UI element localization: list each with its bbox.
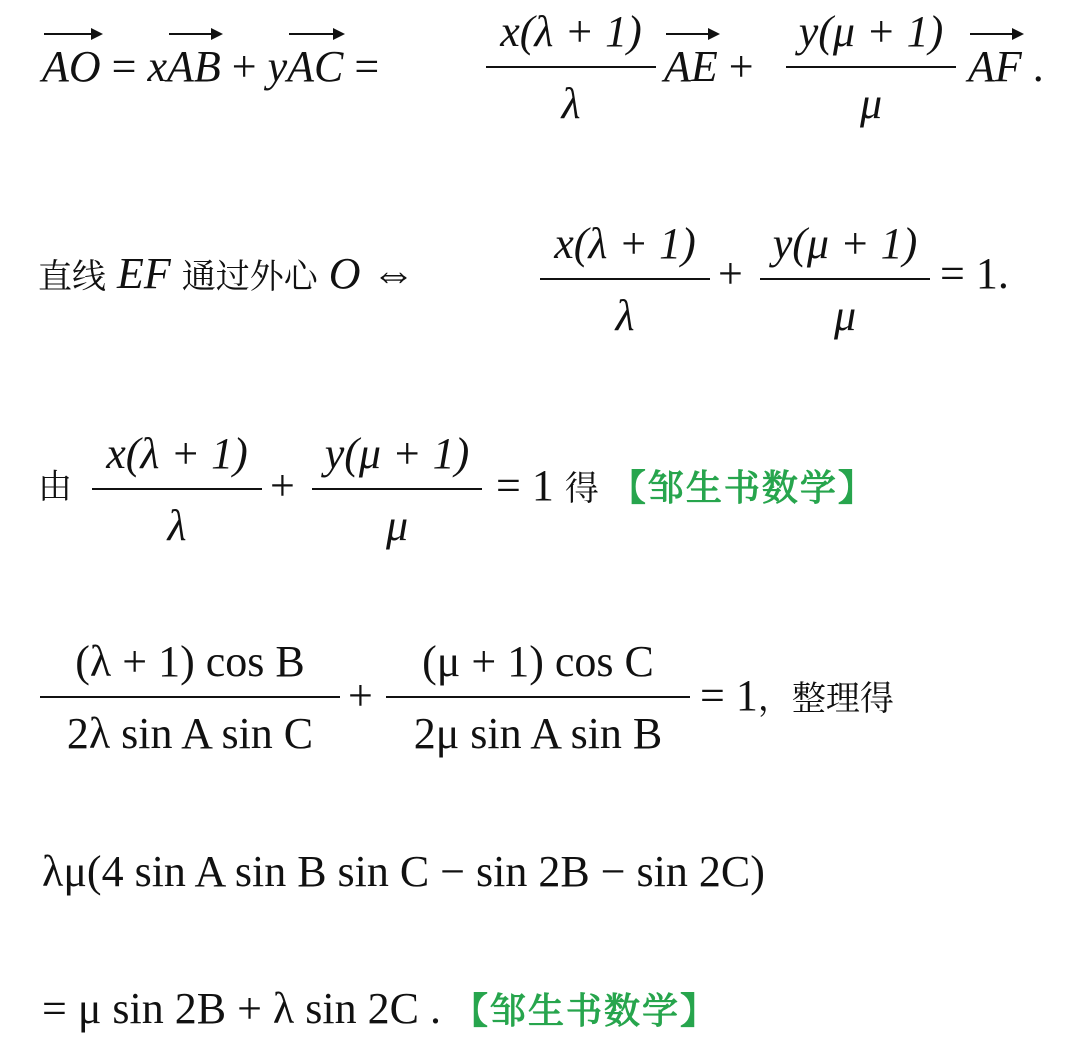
line4-rhs	[700, 671, 894, 720]
expression-lambda-mu: λμ(4 sin A sin B sin C − sin 2B − sin 2C)	[42, 847, 765, 896]
fraction-y-mu: y(μ + 1) μ	[312, 432, 482, 548]
rhs-equals-one: = 1	[700, 671, 758, 720]
var-o: O	[328, 249, 361, 298]
equation-line-2	[0, 210, 1080, 360]
equals-sign-2: =	[354, 42, 380, 91]
var-y: y	[267, 42, 288, 91]
vector-ac: AC	[287, 35, 343, 89]
period: .	[1032, 42, 1044, 91]
brand-watermark-2: 【邹生书数学】	[451, 991, 718, 1032]
equation-line-6	[0, 975, 1080, 1055]
text-zhixian: 直线	[38, 257, 106, 297]
text-de: 得	[564, 469, 599, 509]
plus-sign: +	[718, 249, 743, 298]
var-x: x	[147, 42, 168, 91]
fraction-y-mu: y(μ + 1) μ	[760, 222, 930, 338]
fraction-x-lambda: x(λ + 1) λ	[92, 432, 262, 548]
iff-symbol: ⇔	[371, 249, 416, 298]
plus-sign: +	[348, 671, 373, 720]
text-zhengli: ，整理得	[757, 679, 894, 719]
plus-sign: +	[231, 42, 257, 91]
fraction-y-mu: y(μ + 1) μ	[786, 10, 956, 126]
vector-ab: AB	[167, 35, 221, 89]
vector-ao: AO	[42, 35, 101, 89]
vector-ae-wrap	[664, 35, 754, 89]
line1-lhs	[42, 35, 379, 89]
vector-ae: AE	[664, 35, 718, 89]
plus-sign-2: +	[728, 42, 754, 91]
text-you: 由	[38, 467, 72, 507]
equation-line-3	[0, 420, 1080, 570]
text-circumcenter: 通过外心	[181, 257, 318, 297]
expression-rhs: = μ sin 2B + λ sin 2C .	[42, 984, 441, 1033]
fraction-x-lambda: x(λ + 1) λ	[486, 10, 656, 126]
equals-sign: =	[111, 42, 137, 91]
brand-watermark: 【邹生书数学】	[609, 468, 876, 509]
line6-content	[42, 984, 718, 1033]
line2-text	[38, 249, 416, 298]
vector-af-wrap	[968, 35, 1044, 89]
line3-rhs	[496, 461, 876, 510]
plus-sign: +	[270, 461, 295, 510]
rhs-equals-one: = 1	[496, 461, 554, 510]
fraction-x-lambda: x(λ + 1) λ	[540, 222, 710, 338]
fraction-cos-b: (λ + 1) cos B 2λ sin A sin C	[40, 640, 340, 756]
vector-af: AF	[968, 35, 1022, 89]
rhs-equals-one: = 1.	[940, 249, 1009, 298]
var-ef: EF	[117, 249, 171, 298]
equation-line-5	[0, 840, 1080, 920]
fraction-cos-c: (μ + 1) cos C 2μ sin A sin B	[386, 640, 690, 756]
equation-line-4	[0, 630, 1080, 780]
equation-line-1	[0, 0, 1080, 150]
